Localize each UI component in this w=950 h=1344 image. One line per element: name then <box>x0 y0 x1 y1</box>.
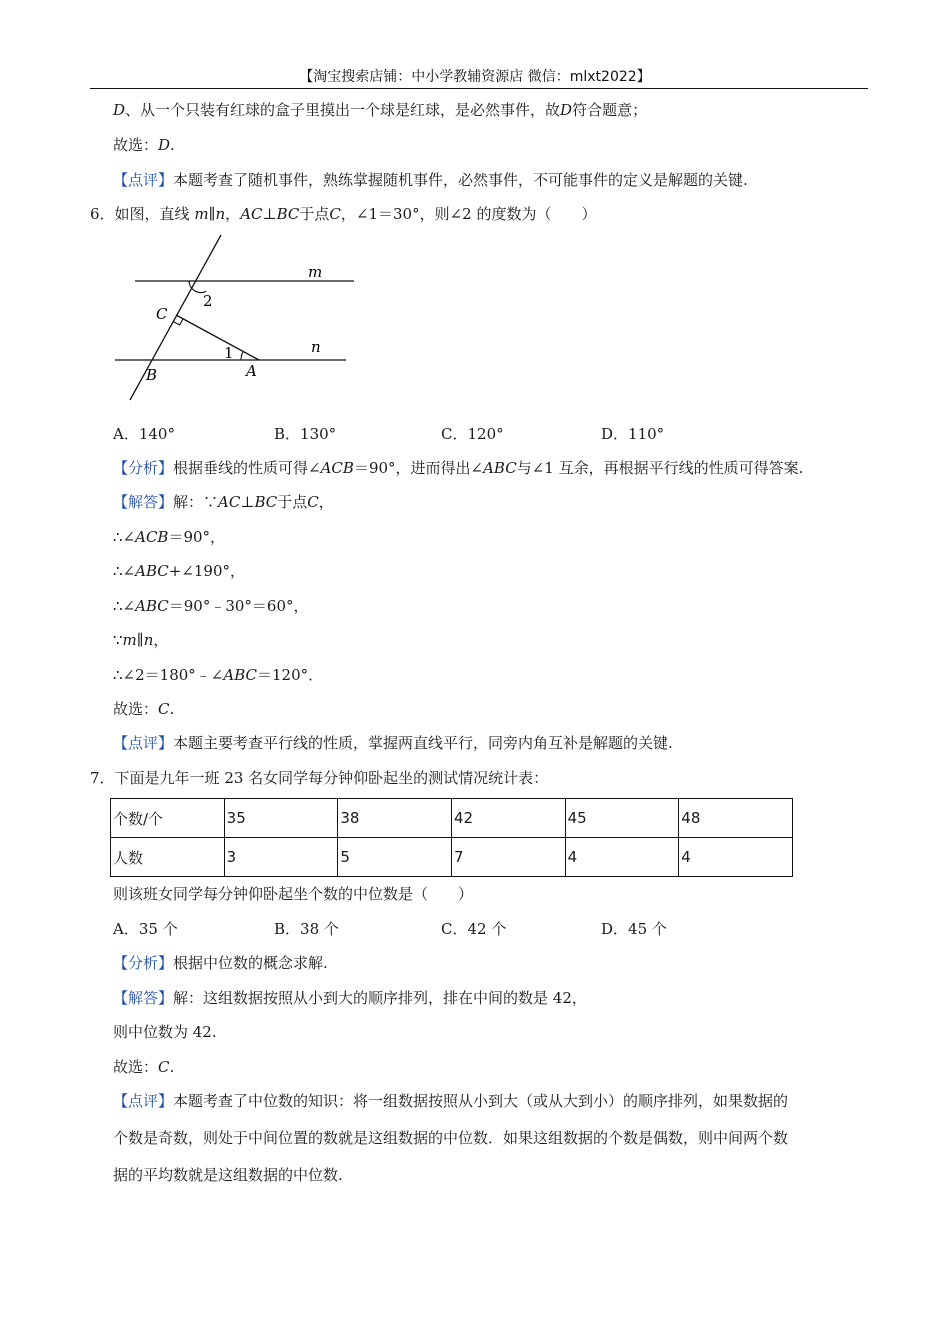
table-cell: 48 <box>679 799 793 838</box>
line-bc <box>130 235 221 400</box>
q7-stem-text: 下面是九年一班 23 名女同学每分钟仰卧起坐的测试情况统计表： <box>114 769 549 787</box>
q7-sol-l3a: 故选： <box>113 1058 159 1076</box>
table-row <box>111 838 793 877</box>
q6-analysis-t2i: ABC <box>483 459 517 477</box>
q6-sol-l5n: n <box>143 631 154 649</box>
q6-sol-l1bc: BC <box>254 493 278 511</box>
table-cell: 人数 <box>111 838 225 877</box>
q6-figure <box>100 228 370 403</box>
q6-sol-l1a: 解：∵ <box>173 493 219 511</box>
segment-ca <box>176 315 259 360</box>
q5-comment <box>113 170 748 190</box>
q6-stem-comma: ， <box>225 205 241 223</box>
label-n: n <box>311 338 321 356</box>
table-cell: 42 <box>451 799 565 838</box>
table-cell: 个数/个 <box>111 799 225 838</box>
q5-d-letter2: D <box>560 101 573 119</box>
q6-option-b: B．130° <box>274 425 337 443</box>
q7-sol-l1: 解：这组数据按照从小到大的顺序排列，排在中间的数是 42， <box>173 989 587 1007</box>
table-cell: 38 <box>338 799 452 838</box>
q6-stem-perp: ⊥ <box>262 205 277 223</box>
q7-stats-table <box>110 798 793 877</box>
q6-solution-line5 <box>113 630 168 650</box>
q7-analysis-text: 根据中位数的概念求解. <box>173 954 328 972</box>
q6-stem-prefix: 如图，直线 <box>114 205 195 223</box>
label-m: m <box>308 263 323 281</box>
q7-solution-line2: 则中位数为 42. <box>113 1023 217 1041</box>
table-cell: 3 <box>224 838 338 877</box>
q5-d-text2: 符合题意； <box>572 101 648 119</box>
label-c: C <box>156 305 168 323</box>
q6-option-c: C．120° <box>441 425 504 443</box>
q6-sol-l3a: ∴∠ <box>113 562 136 580</box>
q7-stem <box>90 768 548 788</box>
q7-option-a: A．35 个 <box>113 920 178 938</box>
q6-stem-bc: BC <box>276 205 300 223</box>
angle-2-arc <box>189 281 206 293</box>
q6-stem-rest: ，∠1＝30°，则∠2 的度数为（ ） <box>340 205 597 223</box>
q6-solution-line7 <box>113 699 174 719</box>
q6-sol-l1d: ， <box>318 493 334 511</box>
q5-choose-answer: D <box>158 136 171 154</box>
q7-question: 则该班女同学每分钟仰卧起坐个数的中位数是（ ） <box>113 885 474 903</box>
q7-sol-l3i: C <box>158 1058 170 1076</box>
q6-comment <box>113 733 673 753</box>
q6-solution-line4 <box>113 596 309 616</box>
q7-analysis <box>113 953 328 973</box>
q6-number: 6． <box>90 205 115 223</box>
table-row <box>111 799 793 838</box>
q6-solution-line3 <box>113 561 245 581</box>
analysis-tag: 【分析】 <box>113 954 174 972</box>
q7-sol-l3b: . <box>169 1058 175 1076</box>
q6-sol-l4b: ＝90°﹣30°＝60°， <box>168 597 309 615</box>
q6-sol-l5b: ， <box>153 631 169 649</box>
angle-1-arc <box>241 351 243 360</box>
q6-sol-l4i: ABC <box>135 597 169 615</box>
q6-analysis-t2: ＝90°，进而得出∠ <box>353 459 484 477</box>
q6-sol-l1c: C <box>307 493 319 511</box>
q7-option-c: C．42 个 <box>441 920 507 938</box>
q6-sol-l6b: ＝120°． <box>256 666 324 684</box>
q6-stem-n: n <box>215 205 226 223</box>
q6-sol-l1perp: ⊥ <box>240 493 255 511</box>
q6-sol-l3i: ABC <box>135 562 169 580</box>
q6-option-a: A．140° <box>113 425 175 443</box>
q6-sol-l7a: 故选： <box>113 700 159 718</box>
q6-sol-l2b: ＝90°， <box>168 528 226 546</box>
table-cell: 4 <box>679 838 793 877</box>
table-cell: 5 <box>338 838 452 877</box>
q6-sol-l5par: ∥ <box>136 631 144 649</box>
q6-stem-parallel: ∥ <box>208 205 216 223</box>
q6-sol-l5a: ∵ <box>113 631 123 649</box>
q6-sol-l2a: ∴∠ <box>113 528 136 546</box>
q7-comment-l1: 本题考查了中位数的知识：将一组数据按照从小到大（或从大到小）的顺序排列，如果数据的 <box>173 1092 789 1110</box>
q6-sol-l3b: +∠190°， <box>168 562 246 580</box>
q5-d-letter: D <box>113 101 126 119</box>
table-cell: 35 <box>224 799 338 838</box>
comment-tag: 【点评】 <box>113 1092 174 1110</box>
table-cell: 4 <box>565 838 679 877</box>
q6-sol-l4a: ∴∠ <box>113 597 136 615</box>
q7-comment-line3: 据的平均数就是这组数据的中位数. <box>113 1166 343 1184</box>
comment-tag: 【点评】 <box>113 734 174 752</box>
q5-choose-suffix: . <box>170 136 175 154</box>
q6-solution-line2 <box>113 527 225 547</box>
q6-sol-l6i: ABC <box>223 666 257 684</box>
q5-choose-prefix: 故选： <box>113 136 159 154</box>
q6-analysis-t3: 与∠1 互余，再根据平行线的性质可得答案. <box>516 459 804 477</box>
q6-stem-c: C <box>329 205 341 223</box>
table-cell: 7 <box>451 838 565 877</box>
q7-number: 7． <box>90 769 115 787</box>
q5-d-text: 、从一个只装有红球的盒子里摸出一个球是红球，是必然事件，故 <box>125 101 561 119</box>
comment-tag: 【点评】 <box>113 171 174 189</box>
q7-option-b: B．38 个 <box>274 920 339 938</box>
q6-analysis <box>113 458 803 478</box>
q5-option-d <box>113 100 647 120</box>
q6-stem-mid: 于点 <box>299 205 330 223</box>
q5-choose <box>113 135 175 155</box>
page-header: 【淘宝搜索店铺：中小学教辅资源店 微信：mlxt2022】 <box>299 69 651 85</box>
q7-comment-line2: 个数是奇数，则处于中间位置的数就是这组数据的中位数．如果这组数据的个数是偶数，则中间两个数 <box>113 1129 789 1147</box>
q6-analysis-t1i: ACB <box>320 459 354 477</box>
analysis-tag: 【分析】 <box>113 459 174 477</box>
q6-sol-l7b: . <box>169 700 175 718</box>
q6-stem-ac: AC <box>240 205 263 223</box>
q6-sol-l1ac: AC <box>218 493 241 511</box>
label-b: B <box>146 366 158 384</box>
q7-comment-line1 <box>113 1091 788 1111</box>
label-a: A <box>246 362 257 380</box>
q7-solution-line3 <box>113 1057 174 1077</box>
q5-comment-text: 本题考查了随机事件，熟练掌握随机事件，必然事件，不可能事件的定义是解题的关键. <box>173 171 748 189</box>
q6-analysis-t1: 根据垂线的性质可得∠ <box>173 459 321 477</box>
q6-comment-text: 本题主要考查平行线的性质，掌握两直线平行，同旁内角互补是解题的关键. <box>173 734 673 752</box>
q6-stem <box>90 204 596 224</box>
solution-tag: 【解答】 <box>113 989 174 1007</box>
q6-sol-l6a: ∴∠2＝180°﹣∠ <box>113 666 224 684</box>
q7-solution-line1 <box>113 988 587 1008</box>
q6-sol-l7i: C <box>158 700 170 718</box>
q6-sol-l5m: m <box>122 631 137 649</box>
q6-option-d: D．110° <box>601 425 665 443</box>
q6-sol-l2i: ACB <box>135 528 169 546</box>
q6-solution-line6 <box>113 665 323 685</box>
header-rule <box>90 88 868 89</box>
solution-tag: 【解答】 <box>113 493 174 511</box>
q6-stem-m: m <box>194 205 209 223</box>
q7-option-d: D．45 个 <box>601 920 667 938</box>
q6-sol-l1b: 于点 <box>277 493 308 511</box>
q6-solution-line1 <box>113 492 334 512</box>
table-cell: 45 <box>565 799 679 838</box>
label-angle-1: 1 <box>224 344 234 362</box>
label-angle-2: 2 <box>203 292 213 310</box>
